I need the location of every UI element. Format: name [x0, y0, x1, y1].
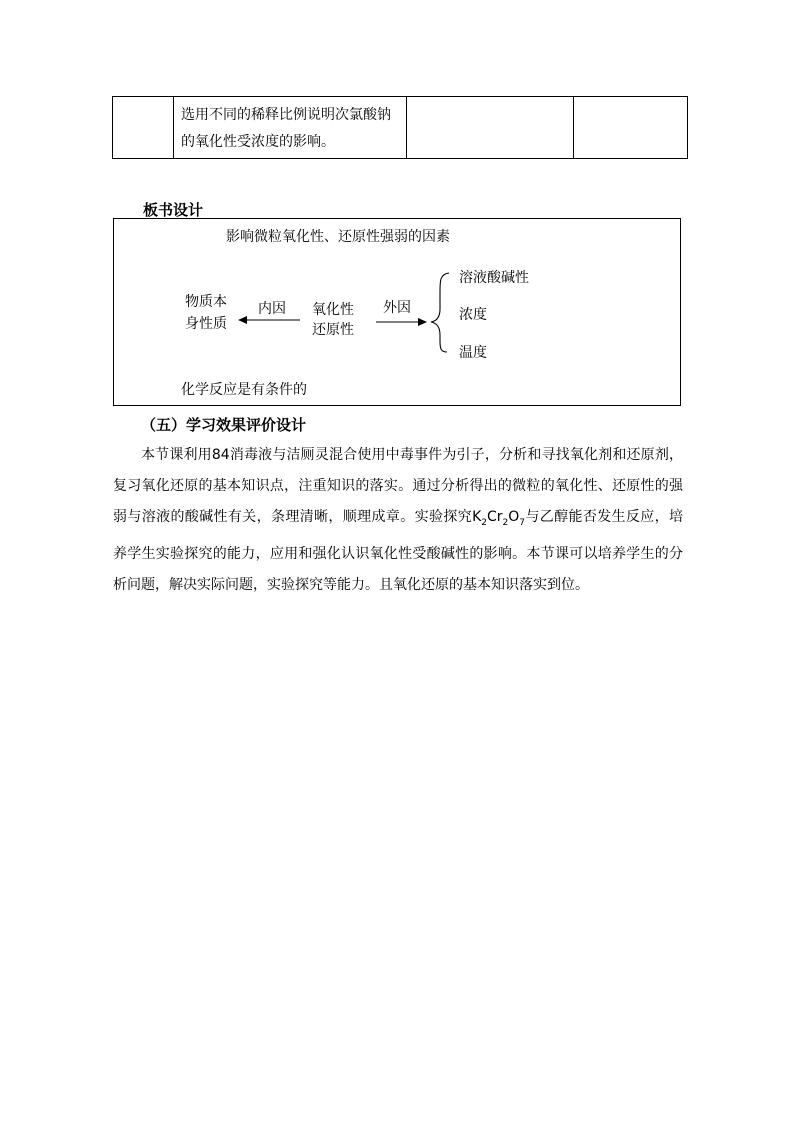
- formula-k: K: [472, 509, 482, 525]
- factor-item: 温度: [459, 345, 487, 361]
- formula-o: O: [508, 509, 520, 525]
- board-footer: 化学反应是有条件的: [181, 382, 307, 398]
- outer-cause-label: 外因: [383, 300, 411, 316]
- lesson-table: [112, 96, 688, 159]
- table-cell-2: [174, 97, 407, 159]
- cell-text-line-1: 选用不同的稀释比例说明次氯酸钠: [181, 107, 391, 123]
- board-design-heading: 板书设计: [143, 201, 204, 219]
- paragraph-text-part-1: 本节课利用84消毒液与洁厕灵混合使用中毒事件为引子，分析和寻找氧化剂和还原剂，复习氧化还原的基本知识点，注重知识的落实。通过分析得出的微粒的氧化性、还原性的强弱与溶液的酸碱性有关，条理清晰，顺理成章。实验探究: [113, 447, 683, 525]
- board-title: 影响微粒氧化性、还原性强弱的因素: [226, 229, 450, 245]
- formula-k-sub: 2: [481, 517, 487, 528]
- chemical-formula: [472, 509, 526, 528]
- left-label-line-1: 物质本: [185, 294, 227, 310]
- inner-arrow-head: [238, 316, 247, 324]
- factors-brace: [431, 273, 449, 352]
- center-label-line-1: 氧化性: [312, 302, 354, 318]
- inner-cause-label: 内因: [258, 301, 286, 317]
- table-row: [113, 97, 688, 159]
- formula-cr: Cr: [486, 509, 503, 525]
- factor-item: 浓度: [459, 307, 487, 323]
- table-cell-1: [113, 97, 174, 159]
- factor-item: 溶液酸碱性: [459, 270, 529, 286]
- formula-cr-sub: 2: [502, 517, 509, 528]
- table-cell-4: [574, 97, 688, 159]
- evaluation-heading: （五）学习效果评价设计: [141, 416, 307, 434]
- formula-o-sub: 7: [519, 517, 526, 528]
- cell-text-line-2: 的氧化性受浓度的影响。: [181, 134, 335, 150]
- center-label-line-2: 还原性: [312, 322, 354, 338]
- paragraph-text-part-2: 与乙醇能否发生反应，培养学生实验探究的能力，应用和强化认识氧化性受酸碱性的影响。本节课可以培养学生的分析问题，解决实际问题，实验探究等能力。且氧化还原的基本知识落实到位。: [113, 509, 684, 593]
- outer-arrow-head: [418, 318, 427, 326]
- table-cell-3: [407, 97, 574, 159]
- board-design-box: [113, 218, 681, 406]
- left-label-line-2: 身性质: [185, 316, 227, 332]
- evaluation-paragraph: [113, 440, 683, 601]
